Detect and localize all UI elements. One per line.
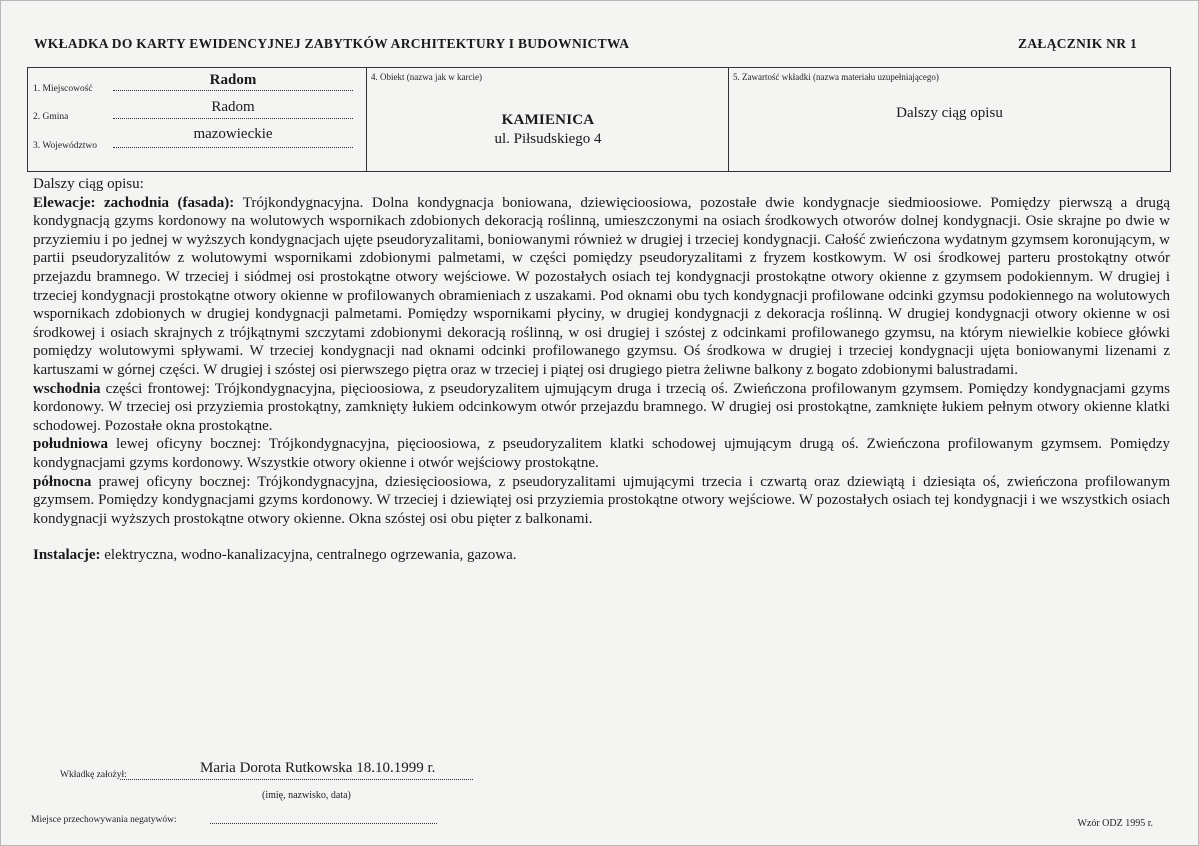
- gmina-value[interactable]: Radom: [211, 99, 255, 115]
- polnocna-text: prawej oficyny bocznej: Trójkondygnacyjna, dziesięcioosiowa, z pseudoryzalitami ujmującymi trzecia i czwartą oraz dziewiątą i dziesiąta oś, zwieńczona profilowanym gzymsem. Pomiędzy kondygnacjami gzyms kordonowy. W trzeciej i dziewiątej osi przyziemia prostokątne otwory wejściowe. W pozostałych osiach tej kondygnacji i we wszystkich osiach kondygnacji wyższych prostokątne otwory okienne. Okna szóstej osi obu pięter z balkonami.: [33, 473, 1171, 527]
- gmina-label: 2. Gmina: [33, 112, 69, 122]
- description-intro: Dalszy ciąg opisu:: [33, 176, 144, 192]
- object-column: [367, 68, 729, 171]
- content-column: [729, 68, 1170, 171]
- paragraph-polnocna: [33, 473, 1170, 529]
- wojewodztwo-line: [113, 147, 353, 148]
- poludniowa-label: południowa: [33, 436, 109, 453]
- creator-hint: (imię, nazwisko, data): [262, 790, 351, 801]
- storage-label: Miejsce przechowywania negatywów:: [31, 815, 177, 825]
- poludniowa-text: lewej oficyny bocznej: Trójkondygnacyjna, pięcioosiowa, z pseudoryzalitem klatki schodowej ujmującym drugą oś. Zwieńczona profilowanym gzymsem. Pomiędzy kondygnacjami gzyms kordonowy. Wszystkie otwory okienne i otwór wejściowy prostokątne.: [33, 436, 1170, 471]
- creator-value[interactable]: Maria Dorota Rutkowska 18.10.1999 r.: [200, 760, 436, 776]
- zachodnia-label: zachodnia (fasada): [104, 194, 230, 211]
- object-name[interactable]: KAMIENICA: [501, 112, 595, 128]
- creator-label: Wkładkę założył:: [60, 770, 127, 780]
- paragraph-zachodnia: Elewacje: zachodnia (fasada): Trójkondygnacyjna. Dolna kondygnacja boniowana, dziewięcioosiowa, pozostałe dwie kondygnacje siedmioosiowe. Pomiędzy pierwszą a drugą kondygnacją gzyms kordonowy na wolutowych wspornikach zdobionych dekoracją roślinną, umieszczonymi na osiach środkowych otworów dolnej kondygnacji. Osie skrajne po dwie w przyziemiu i po jednej w wyższych kondygnacjach ujęte pseudoryzalitami, boniowanymi również w drugiej i trzeciej kondygnacji. Całość zwieńczona wydatnym gzymsem koronującym, w partii pseudoryzalitów z wolutowymi wspornikami zdobionymi palmetami, w części pomiędzy pseudoryzalitami z fryzem kostkowym. W osi środkowej parteru prostokątny otwór przejazdu bramnego. W trzeciej i siódmej osi prostokątne otwory wejściowe. W pozostałych osiach tej kondygnacji prostokątne otwory okienne z gzymsem podokiennym. W drugiej i trzeciej kondygnacji prostokątne otwory okienne w profilowanych obramieniach z uszakami. Pod oknami obu tych kondygnacji profilowane odcinki gzymsu podokiennego na wolutowych wspornikach zdobionych w drugiej kondygnacji palmetami. Pomiędzy wspornikami płyciny, w drugiej kondygnacji z dekoracja roślinną. W drugiej kondygnacji otwory okienne w osi środkowej i osiach skrajnych z trójkątnymi szczytami zdobionymi dekoracją roślinną, w osi drugiej i szóstej z odcinkami profilowanego gzymsu, na którym niewielkie kobiece główki pomiędzy wolutowymi spływami. W trzeciej kondygnacji nad oknami odcinki profilowanego gzymsu. Oś środkowa w drugiej i trzeciej kondygnacji ujęta boniowanymi lizenami z kartuszami w górnej części. W drugiej i szóstej osi pierwszego piętra oraz w trzeciej i piątej osi drugiego pietra żeliwne balkony z bogato zdobionymi balustradami.: [33, 194, 1170, 378]
- attachment-number: ZAŁĄCZNIK NR 1: [1018, 36, 1137, 51]
- paragraph-instalacje: Instalacje: elektryczna, wodno-kanalizacyjna, centralnego ogrzewania, gazowa.: [33, 547, 517, 564]
- object-address[interactable]: ul. Piłsudskiego 4: [494, 131, 602, 147]
- polnocna-label: północna: [33, 473, 92, 490]
- content-value[interactable]: Dalszy ciąg opisu: [896, 105, 1003, 121]
- miejscowosc-line: [113, 90, 353, 91]
- paragraph-wschodnia: [33, 380, 1170, 436]
- object-label: 4. Obiekt (nazwa jak w karcie): [371, 72, 482, 82]
- paragraph-spacer: [33, 528, 1170, 546]
- instalacje-text: elektryczna, wodno-kanalizacyjna, centralnego ogrzewania, gazowa.: [104, 547, 517, 564]
- content-label: 5. Zawartość wkładki (nazwa materiału uzupełniającego): [733, 72, 939, 82]
- form-title: WKŁADKA DO KARTY EWIDENCYJNEJ ZABYTKÓW ARCHITEKTURY I BUDOWNICTWA: [34, 36, 630, 51]
- zachodnia-text: Trójkondygnacyjna. Dolna kondygnacja boniowana, dziewięcioosiowa, pozostałe dwie kondygnacje siedmioosiowe. Pomiędzy pierwszą a drugą kondygnacją gzyms kordonowy na wolutowych wspornikach zdobionych dekoracją roślinną, umieszczonymi na osiach środkowych otworów dolnej kondygnacji. Osie skrajne po dwie w przyziemiu i po jednej w wyższych kondygnacjach ujęte pseudoryzalitami, boniowanymi również w drugiej i trzeciej kondygnacji. Całość zwieńczona wydatnym gzymsem koronującym, w partii pseudoryzalitów z wolutowymi wspornikami zdobionymi palmetami, w części pomiędzy pseudoryzalitami z fryzem kostkowym. W osi środkowej parteru prostokątny otwór przejazdu bramnego. W trzeciej i siódmej osi prostokątne otwory wejściowe. W pozostałych osiach tej kondygnacji prostokątne otwory okienne z gzymsem podokiennym. W drugiej i trzeciej kondygnacji prostokątne otwory okienne w profilowanych obramieniach z uszakami. Pod oknami obu tych kondygnacji profilowane odcinki gzymsu podokiennego na wolutowych wspornikach zdobionych w drugiej kondygnacji palmetami. Pomiędzy wspornikami płyciny, w drugiej kondygnacji z dekoracja roślinną. W drugiej kondygnacji otwory okienne w osi środkowej i osiach skrajnych z trójkątnymi szczytami zdobionymi dekoracją roślinną, w osi drugiej i szóstej z odcinkami profilowanego gzymsu, na którym niewielkie kobiece główki pomiędzy wolutowymi spływami. W trzeciej kondygnacji nad oknami odcinki profilowanego gzymsu. Oś środkowa w drugiej i trzeciej kondygnacji ujęta boniowanymi lizenami z kartuszami w górnej części. W drugiej i szóstej osi pierwszego piętra oraz w trzeciej i piątej osi drugiego pietra żeliwne balkony z bogato zdobionymi balustradami.: [33, 194, 1170, 378]
- gmina-line: [113, 118, 353, 119]
- miejscowosc-label: 1. Miejscowość: [33, 84, 93, 94]
- instalacje-label: Instalacje: [33, 547, 96, 564]
- wojewodztwo-value[interactable]: mazowieckie: [193, 126, 273, 142]
- description-body: [33, 175, 1170, 565]
- creator-line: [120, 779, 473, 780]
- storage-line: [210, 823, 437, 824]
- paragraph-poludniowa: [33, 435, 1170, 472]
- template-version: Wzór ODZ 1995 r.: [1077, 818, 1153, 829]
- wschodnia-label: wschodnia: [33, 380, 101, 397]
- miejscowosc-value[interactable]: Radom: [209, 72, 257, 88]
- elewacje-label: Elewacje: [33, 194, 91, 211]
- wojewodztwo-label: 3. Województwo: [33, 141, 97, 151]
- form-header-box: [27, 67, 1171, 172]
- location-column: [28, 68, 367, 171]
- wschodnia-text: części frontowej: Trójkondygnacyjna, pięcioosiowa, z pseudoryzalitem ujmującym druga i trzecią oś. Zwieńczona profilowanym gzymsem. Pomiędzy kondygnacjami gzyms kordonowy. W trzeciej osi przyziemia prostokątny, zamknięty łukiem odcinkowym otwór przejazdu bramnego. W drugiej osi prostokątne, zamknięte łukiem pełnym otwory okienne klatki schodowej. Pozostałe okna prostokątne.: [33, 380, 1170, 434]
